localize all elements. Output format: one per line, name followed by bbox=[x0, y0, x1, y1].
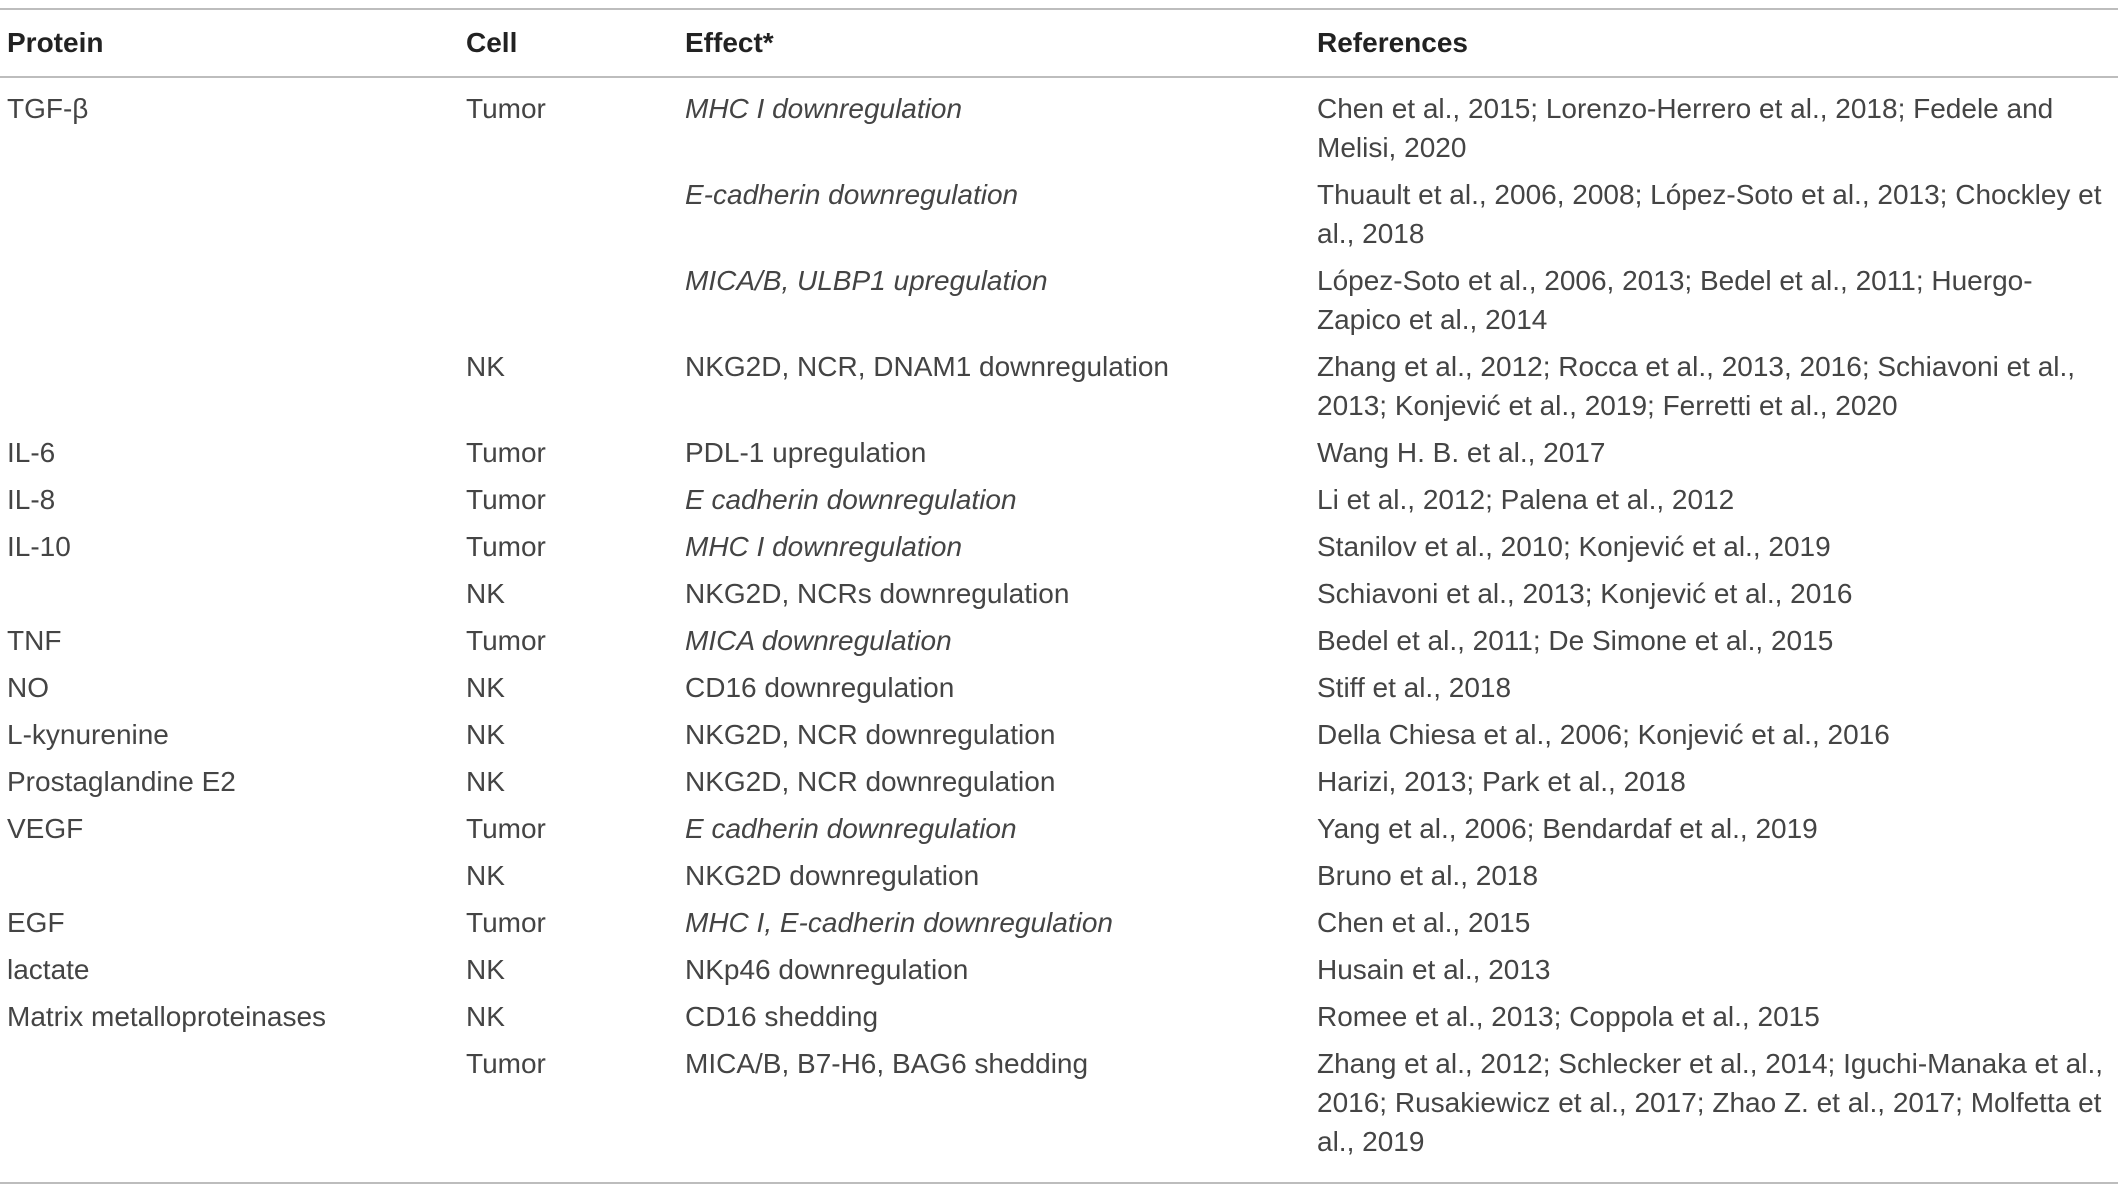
header-references: References bbox=[1317, 27, 1468, 58]
cell-references: Bruno et al., 2018 bbox=[1317, 860, 1539, 891]
table-row bbox=[0, 527, 2118, 574]
cell-references: Thuault et al., 2006, 2008; López-Soto et al., 2013; Chockley et al., 2018 bbox=[1317, 179, 2102, 249]
table-row bbox=[0, 809, 2118, 856]
cell-references: López-Soto et al., 2006, 2013; Bedel et al., 2011; Huergo-Zapico et al., 2014 bbox=[1317, 265, 2033, 335]
table-row bbox=[0, 89, 2118, 175]
table-body bbox=[0, 78, 2118, 1182]
cell-cell: Tumor bbox=[466, 625, 546, 656]
cell-effect: MHC I, E-cadherin downregulation bbox=[685, 907, 1113, 938]
cell-references: Zhang et al., 2012; Rocca et al., 2013, 2016; Schiavoni et al., 2013; Konjević et al., 2019; Ferretti et al., 2020 bbox=[1317, 351, 2076, 421]
cell-cell: Tumor bbox=[466, 907, 546, 938]
cell-cell: NK bbox=[466, 1001, 505, 1032]
cell-cell: NK bbox=[466, 351, 505, 382]
cell-protein: TNF bbox=[7, 625, 62, 656]
cell-protein: VEGF bbox=[7, 813, 84, 844]
header-cell: Cell bbox=[466, 27, 518, 58]
cell-protein: Prostaglandine E2 bbox=[7, 766, 236, 797]
cell-protein: EGF bbox=[7, 907, 65, 938]
header-protein: Protein bbox=[7, 27, 104, 58]
cell-references: Wang H. B. et al., 2017 bbox=[1317, 437, 1606, 468]
cell-references: Romee et al., 2013; Coppola et al., 2015 bbox=[1317, 1001, 1820, 1032]
cell-references: Schiavoni et al., 2013; Konjević et al., 2016 bbox=[1317, 578, 1853, 609]
cell-effect: E-cadherin downregulation bbox=[685, 179, 1019, 210]
cell-cell: NK bbox=[466, 860, 505, 891]
cell-effect: NKG2D, NCRs downregulation bbox=[685, 578, 1070, 609]
cell-protein: IL-6 bbox=[7, 437, 56, 468]
cell-references: Della Chiesa et al., 2006; Konjević et al., 2016 bbox=[1317, 719, 1890, 750]
cell-references: Harizi, 2013; Park et al., 2018 bbox=[1317, 766, 1686, 797]
cell-effect: NKp46 downregulation bbox=[685, 954, 969, 985]
table-row bbox=[0, 261, 2118, 347]
cell-references: Husain et al., 2013 bbox=[1317, 954, 1551, 985]
table-row bbox=[0, 762, 2118, 809]
table-row bbox=[0, 175, 2118, 261]
cell-effect: MHC I downregulation bbox=[685, 93, 963, 124]
cell-cell: NK bbox=[466, 578, 505, 609]
cell-effect: PDL-1 upregulation bbox=[685, 437, 927, 468]
table-row bbox=[0, 574, 2118, 621]
cell-effect: MICA downregulation bbox=[685, 625, 952, 656]
table-row bbox=[0, 433, 2118, 480]
cell-effect: NKG2D, NCR downregulation bbox=[685, 766, 1056, 797]
cell-references: Chen et al., 2015 bbox=[1317, 907, 1531, 938]
cell-effect: NKG2D downregulation bbox=[685, 860, 980, 891]
cell-effect: MICA/B, B7-H6, BAG6 shedding bbox=[685, 1048, 1089, 1079]
table-header bbox=[0, 10, 2118, 76]
cell-cell: NK bbox=[466, 672, 505, 703]
cell-effect: E cadherin downregulation bbox=[685, 484, 1017, 515]
cell-effect: CD16 downregulation bbox=[685, 672, 955, 703]
table-row bbox=[0, 715, 2118, 762]
table-row bbox=[0, 950, 2118, 997]
cell-cell: Tumor bbox=[466, 484, 546, 515]
cell-protein: L-kynurenine bbox=[7, 719, 169, 750]
cell-protein: Matrix metalloproteinases bbox=[7, 1001, 327, 1032]
cell-references: Li et al., 2012; Palena et al., 2012 bbox=[1317, 484, 1735, 515]
table-row bbox=[0, 856, 2118, 903]
cell-effect: MHC I downregulation bbox=[685, 531, 963, 562]
cell-references: Stiff et al., 2018 bbox=[1317, 672, 1512, 703]
cell-references: Zhang et al., 2012; Schlecker et al., 2014; Iguchi-Manaka et al., 2016; Rusakiewicz et al., 2017; Zhao Z. et al., 2017; Molfetta et al., 2019 bbox=[1317, 1048, 2104, 1157]
table-row bbox=[0, 997, 2118, 1044]
bottom-rule bbox=[0, 1182, 2118, 1184]
cell-protein: lactate bbox=[7, 954, 90, 985]
cell-effect: E cadherin downregulation bbox=[685, 813, 1017, 844]
cell-effect: NKG2D, NCR, DNAM1 downregulation bbox=[685, 351, 1169, 382]
cell-protein: IL-10 bbox=[7, 531, 71, 562]
table-row bbox=[0, 668, 2118, 715]
cell-references: Stanilov et al., 2010; Konjević et al., 2019 bbox=[1317, 531, 1831, 562]
cell-protein: IL-8 bbox=[7, 484, 56, 515]
cell-cell: Tumor bbox=[466, 1048, 546, 1079]
header-effect: Effect* bbox=[685, 27, 774, 58]
cell-cell: Tumor bbox=[466, 531, 546, 562]
cell-cell: Tumor bbox=[466, 437, 546, 468]
data-table bbox=[0, 8, 2118, 1184]
cell-cell: Tumor bbox=[466, 813, 546, 844]
cell-protein: NO bbox=[7, 672, 49, 703]
table-row bbox=[0, 903, 2118, 950]
table-row bbox=[0, 480, 2118, 527]
cell-effect: NKG2D, NCR downregulation bbox=[685, 719, 1056, 750]
cell-effect: CD16 shedding bbox=[685, 1001, 879, 1032]
cell-cell: NK bbox=[466, 766, 505, 797]
cell-references: Bedel et al., 2011; De Simone et al., 2015 bbox=[1317, 625, 1834, 656]
table-row bbox=[0, 347, 2118, 433]
cell-protein: TGF-β bbox=[7, 93, 89, 124]
cell-effect: MICA/B, ULBP1 upregulation bbox=[685, 265, 1048, 296]
cell-references: Yang et al., 2006; Bendardaf et al., 2019 bbox=[1317, 813, 1818, 844]
cell-cell: NK bbox=[466, 954, 505, 985]
cell-cell: NK bbox=[466, 719, 505, 750]
table-row bbox=[0, 1044, 2118, 1169]
cell-references: Chen et al., 2015; Lorenzo-Herrero et al., 2018; Fedele and Melisi, 2020 bbox=[1317, 93, 2054, 163]
table-row bbox=[0, 621, 2118, 668]
cell-cell: Tumor bbox=[466, 93, 546, 124]
